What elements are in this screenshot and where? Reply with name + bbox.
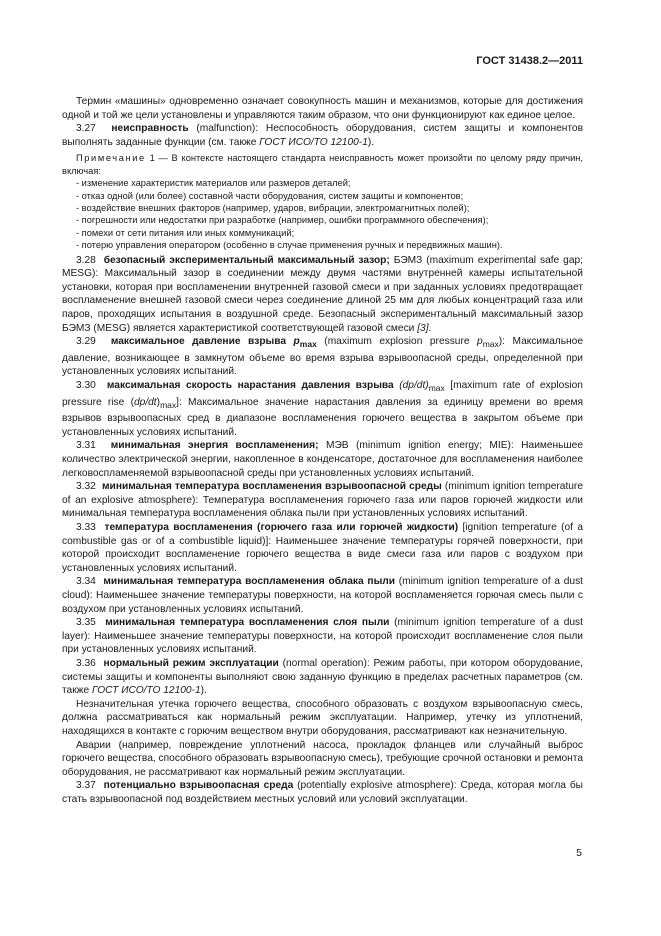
definition-text-end: . xyxy=(428,322,432,334)
note-list xyxy=(62,177,583,251)
term: нормальный режим эксплуатации xyxy=(103,657,279,669)
symbol-subscript: max xyxy=(428,383,445,394)
note-intro xyxy=(62,152,583,177)
note-list-item: - изменение характеристик материалов или размеров деталей; xyxy=(76,178,351,189)
clause-number: 3.28 xyxy=(76,254,96,266)
definition-text: (normal operation): Режим работы, при котором оборудование, системы защиты и компоненты выполняют свою заданную функцию в пределах расчетных параметров (см. также xyxy=(62,657,583,697)
definition-text: МЭВ (minimum ignition energy; MIE): Наименьшее количество электрической энергии, накопленное в конденсаторе, достаточное для воспламенения наиболее легковоспламеняемой взрывоопасной среды при установленных условиях испытаний. xyxy=(62,440,583,479)
clause-number: 3.29 xyxy=(76,336,96,348)
definition-text: (minimum ignition temperature of an explosive atmosphere): Температура воспламенения горючего газа или паров горючей жидкости или минимальная температура воспламенения облака пыли при установленных условиях испытаний. xyxy=(62,481,583,520)
definition-3-33 xyxy=(62,521,583,575)
definition-text: (maximum explosion pressure xyxy=(316,336,478,348)
clause-number: 3.37 xyxy=(76,780,96,792)
note-label: Примечание xyxy=(76,153,146,164)
definition-text-end: ). xyxy=(367,136,375,148)
definition-3-35 xyxy=(62,616,583,657)
definition-text: [ignition temperature (of a combustible gas or of a combustible liquid)]: Наименьшее значение температуры горячей поверхности, при которой происходит воспламенение горючего вещества в виде смеси газа или паров с воздухом при установленных условиях испытаний. xyxy=(62,522,583,574)
note-list-item: - воздействие внешних факторов (например, ударов, вибрации, электромагнитных полей); xyxy=(76,203,470,213)
definition-3-28 xyxy=(62,254,583,336)
clause-number: 3.35 xyxy=(76,617,96,629)
note-list-item: - помехи от сети питания или иных коммуникаций; xyxy=(76,227,295,238)
term: температура воспламенения (горючего газа или горючей жидкости) xyxy=(104,522,459,533)
term: минимальная температура воспламенения слоя пыли xyxy=(105,617,390,629)
page-number: 5 xyxy=(576,847,582,859)
term: потенциально взрывоопасная среда xyxy=(103,780,294,792)
term: неисправность xyxy=(111,123,189,135)
note-list-item: - отказ одной (или более) составной части оборудования, систем защиты и компонентов; xyxy=(76,190,464,201)
definition-text: (potentially explosive atmosphere): Среда, которая могла бы стать взрывоопасной под воздействием местных условий или условий эксплуатации. xyxy=(62,780,583,805)
term: минимальная энергия воспламенения; xyxy=(110,440,319,452)
definition-text: (minimum ignition temperature of a dust cloud): Наименьшее значение температуры поверхности, на которой воспламеняется горючая смесь пыли с воздухом при установленных условиях испытаний. xyxy=(62,576,584,615)
standard-reference: ГОСТ ИСО/ТО 12100-1 xyxy=(259,136,368,148)
note-list-item: - погрешности или недостатки при разработке (например, ошибки программного обеспечения); xyxy=(76,215,489,226)
definition-text-end: ). xyxy=(200,685,207,697)
symbol-close: ) xyxy=(156,396,161,408)
clause-number: 3.27 xyxy=(76,123,96,135)
definition-text-end: ]: Максимальное значение нарастания давления за единицу времени во время взрывов взрывоопасных сред в диапазоне воспламенения горючего вещества в закрытом объеме при установленных условиях испытаний. xyxy=(62,396,583,438)
term: минимальная температура воспламенения взрывоопасной среды xyxy=(102,481,442,493)
definition-text-end: ): Максимальное давление, возникающее в замкнутом объеме во время взрыва взрывоопасной среды, определенной при установленных условиях испытаний. xyxy=(62,336,583,378)
definition-3-31 xyxy=(62,439,583,480)
term: безопасный экспериментальный максимальный зазор; xyxy=(103,254,390,266)
definition-text: БЭМЗ (maximum experimental safe gap; MESG): Максимальный зазор в соединении между двумя частями внутренней камеры испытательной установки, которая при воспламенении внутренней газовой смеси и при заданных условиях предотвращает воспламенение внешней газовой смеси через соединение длиной 25 мм для любых концентраций газа или паров, проходящих испытания в воздушной среде. Безопасный экспериментальный максимальный зазор БЭМЗ (MESG) является характеристикой соответствующей газовой смеси xyxy=(62,254,583,334)
definition-3-36 xyxy=(62,657,583,698)
term: минимальная температура воспламенения облака пыли xyxy=(103,576,396,588)
standard-reference: ГОСТ ИСО/ТО 12100-1 xyxy=(92,685,201,697)
clause-number: 3.36 xyxy=(76,657,96,669)
note-list-item: - потерю управления оператором (особенно в случае применения ручных и передвижных машин). xyxy=(76,240,503,251)
clause-number: 3.34 xyxy=(76,576,96,588)
definition-3-30 xyxy=(62,379,583,439)
definition-text: (minimum ignition temperature of a dust layer): Наименьшее значение температуры поверхности, на которой происходит воспламенение слоя пыли при установленных условиях испытаний. xyxy=(62,617,583,656)
symbol: p xyxy=(293,336,300,348)
symbol: p xyxy=(477,336,483,348)
definition-3-29 xyxy=(62,335,583,379)
leak-paragraph: Незначительная утечка горючего вещества, способного образовать с воздухом взрывоопасную смесь, должна рассматриваться как нормальный режим эксплуатации. Например, утечку из уплотнений, находящихся в контакте с горючим веществом внутри оборудования, рассматривают как незначительную. xyxy=(62,698,583,737)
term: максимальная скорость нарастания давления взрыва xyxy=(106,380,394,391)
clause-number: 3.30 xyxy=(76,380,96,391)
symbol-subscript: max xyxy=(299,339,317,350)
note-intro-text: 1 — В контексте настоящего стандарта неисправность может произойти по целому ряду причин, включая: xyxy=(62,153,583,176)
definition-3-32 xyxy=(62,480,583,521)
note-block xyxy=(62,152,583,251)
symbol: dp/dt xyxy=(133,396,157,408)
bibliography-reference: [3] xyxy=(417,322,429,334)
term: максимальное давление взрыва xyxy=(110,336,294,348)
definition-3-37 xyxy=(62,779,583,806)
intro-paragraph: Термин «машины» одновременно означает совокупность машин и механизмов, которые для достижения одной и той же цели установлены и управляются таким образом, что они функционируют как единое целое. xyxy=(62,96,583,121)
clause-number: 3.31 xyxy=(76,440,96,452)
accident-paragraph: Аварии (например, повреждение уплотнений насоса, прокладок фланцев или случайный выброс горючего вещества, способного образовать взрывоопасную смесь), требующие срочной остановки и ремонта оборудования, не рассматривают как нормальный режим эксплуатации. xyxy=(62,739,583,778)
document-body xyxy=(62,95,583,806)
symbol: (dp/dt) xyxy=(393,380,429,391)
symbol-subscript: max xyxy=(160,399,177,410)
definition-3-27 xyxy=(62,122,583,149)
symbol-subscript: max xyxy=(482,339,499,350)
clause-number: 3.33 xyxy=(76,522,96,533)
definition-3-34 xyxy=(62,575,583,616)
clause-number: 3.32 xyxy=(76,481,96,493)
definition-text: (malfunction): Неспособность оборудования, систем защиты и компонентов выполнять заданные функции (см. также xyxy=(62,123,583,148)
definition-text: [maximum rate of explosion pressure rise ( xyxy=(62,380,583,408)
document-code-header: ГОСТ 31438.2—2011 xyxy=(476,55,583,67)
